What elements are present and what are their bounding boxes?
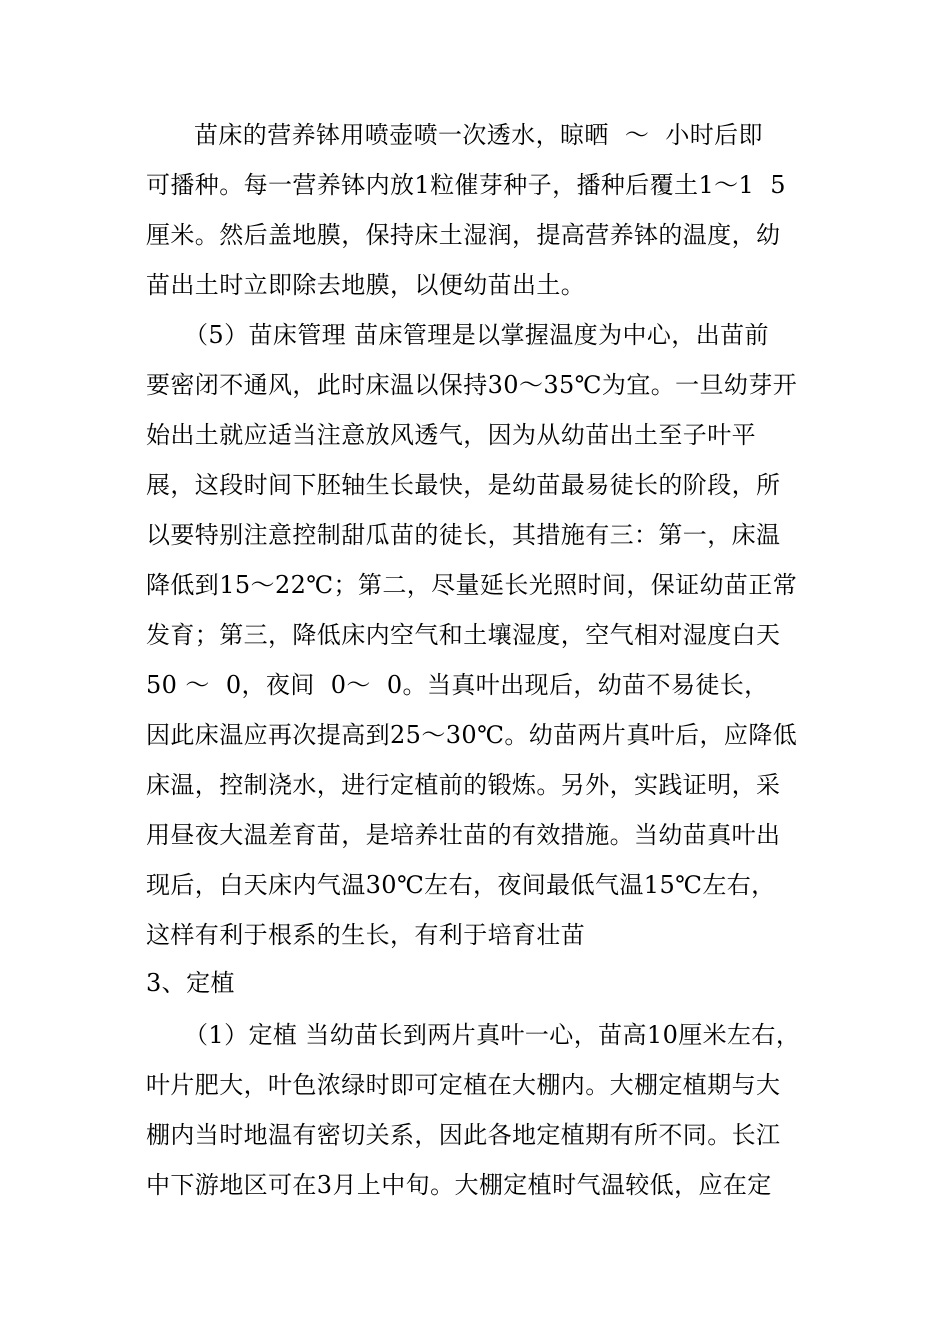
- text-line: 床温，控制浇水，进行定植前的锻炼。另外，实践证明，采: [146, 771, 781, 799]
- text-line: 因此床温应再次提高到25～30℃。幼苗两片真叶后，应降低: [146, 721, 798, 749]
- text-line: 50 ～ 0，夜间 0～ 0。当真叶出现后，幼苗不易徒长，: [146, 671, 769, 699]
- text-line: 发育；第三，降低床内空气和土壤湿度，空气相对湿度白天: [146, 621, 781, 649]
- text-line: （1）定植 当幼苗长到两片真叶一心，苗高10厘米左右，: [184, 1021, 801, 1049]
- text-line: 用昼夜大温差育苗，是培养壮苗的有效措施。当幼苗真叶出: [146, 821, 781, 849]
- text-line: 现后，白天床内气温30℃左右，夜间最低气温15℃左右，: [146, 871, 776, 899]
- text-line: 可播种。每一营养钵内放1粒催芽种子，播种后覆土1～1 5: [146, 171, 786, 199]
- section-heading: 3、定植: [146, 969, 235, 997]
- text-line: 以要特别注意控制甜瓜苗的徒长，其措施有三：第一，床温: [146, 521, 781, 549]
- text-line: 始出土就应适当注意放风透气，因为从幼苗出土至子叶平: [146, 421, 756, 449]
- text-line: （5）苗床管理 苗床管理是以掌握温度为中心，出苗前: [184, 321, 769, 349]
- text-line: 棚内当时地温有密切关系，因此各地定植期有所不同。长江: [146, 1121, 781, 1149]
- text-line: 这样有利于根系的生长，有利于培育壮苗: [146, 921, 586, 949]
- text-line: 降低到15～22℃；第二，尽量延长光照时间，保证幼苗正常: [146, 571, 798, 599]
- text-line: 展，这段时间下胚轴生长最快，是幼苗最易徒长的阶段，所: [146, 471, 781, 499]
- text-line: 厘米。然后盖地膜，保持床土湿润，提高营养钵的温度，幼: [146, 221, 781, 249]
- text-line: 要密闭不通风，此时床温以保持30～35℃为宜。一旦幼芽开: [146, 371, 798, 399]
- text-line: 苗床的营养钵用喷壶喷一次透水，晾晒 ～ 小时后即: [194, 121, 763, 149]
- text-line: 苗出土时立即除去地膜，以便幼苗出土。: [146, 271, 586, 299]
- text-line: 叶片肥大，叶色浓绿时即可定植在大棚内。大棚定植期与大: [146, 1071, 781, 1099]
- text-line: 中下游地区可在3月上中旬。大棚定植时气温较低，应在定: [146, 1171, 772, 1199]
